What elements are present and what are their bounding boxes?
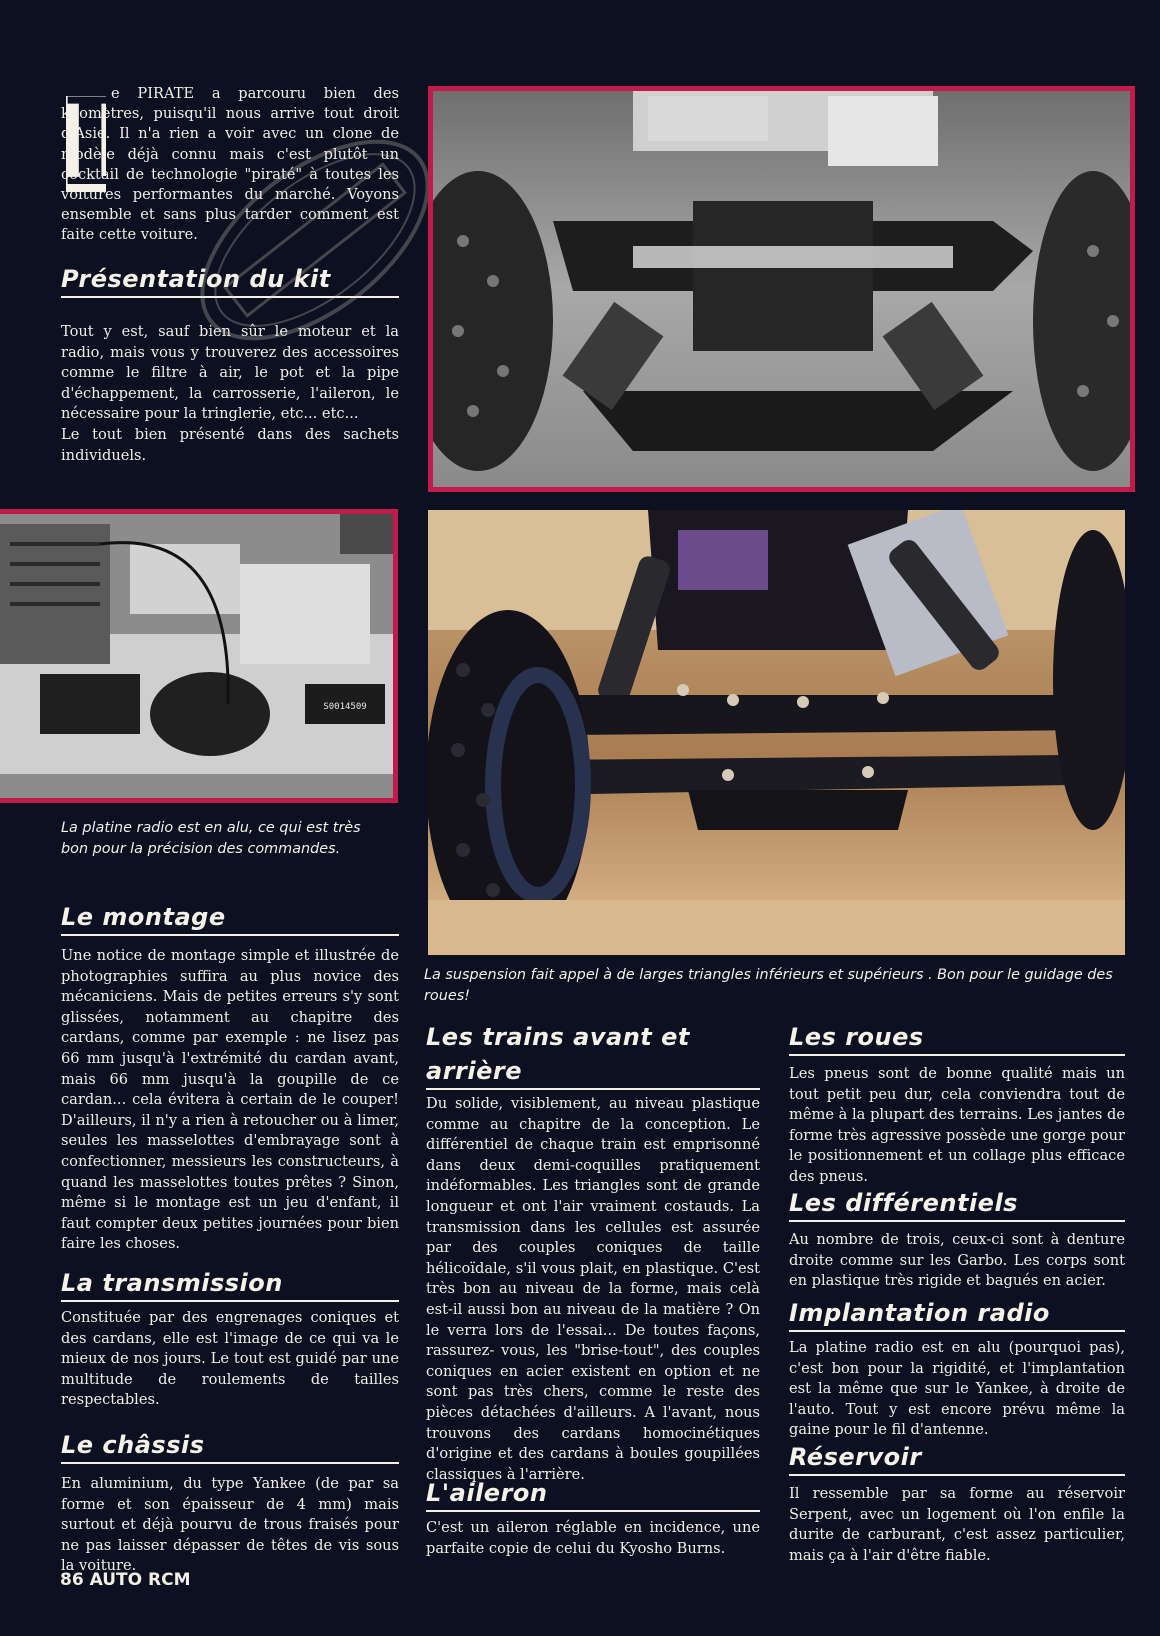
caption-radio-plate: La platine radio est en alu, ce qui est très bon pour la précision des commandes. [61, 820, 361, 857]
presentation-body: Tout y est, sauf bien sûr le moteur et la radio, mais vous y trouverez des accessoires comme le filtre à air, le pot et la pipe d'échappement, la carrosserie, l'aileron, le nécessaire pour la tringlerie, etc... etc... Le tout bien présenté dans des sachets individuels. [61, 323, 399, 464]
photo-rear-suspension [428, 510, 1125, 955]
reservoir-body: Il ressemble par sa forme au réservoir Serpent, avec un logement où l'on enfile la durite de carburant, c'est assez particulier, mais ça à l'air d'être fiable. [789, 1485, 1125, 1564]
heading-presentation: Présentation du kit [61, 264, 399, 298]
heading-reservoir: Réservoir [789, 1442, 1125, 1476]
heading-transmission: La transmission [61, 1268, 399, 1302]
montage-body: Une notice de montage simple et illustrée de photographies suffira au plus novice des mécaniciens. Mais de petites erreurs s'y sont glissées, notamment au chapitre des cardans, comme par exemple : ne lisez pas 66 mm jusqu'à l'extrémité du cardan avant, mais 66 mm jusqu'à la goupille de ce cardan... cela évitera à certain de le couper! D'ailleurs, il n'y a rien à retoucher ou à limer, seules les masselottes d'embrayage sont à confectionner, messieurs les constructeurs, à quand les masselottes toutes prêtes ? Sinon, même si le montage est un jeu d'enfant, il faut compter deux petites journées pour bien faire les choses. [61, 947, 399, 1253]
heading-trains-line1: Les trains avant et [426, 1023, 690, 1051]
intro-text: e PIRATE a parcouru bien des kilomètres, puisqu'il nous arrive tout droit d'Asie. Il n'a rien a voir avec un clone de modèle déjà connu mais c'est plutôt un cocktail de technologie "piraté" à toutes les voitures performantes du marché. Voyons ensemble et sans plus tarder comment est faite cette voiture. [61, 85, 399, 244]
chassis-body: En aluminium, du type Yankee (de par sa forme et son épaisseur de 4 mm) mais surtout et déjà pourvu de trous fraisés pour ne pas laisser dépasser de têtes de vis sous la voiture. [61, 1475, 399, 1575]
magazine-name: AUTO RCM [89, 1570, 191, 1590]
heading-differentiels: Les différentiels [789, 1188, 1125, 1222]
heading-roues: Les roues [789, 1022, 1125, 1056]
roues-body: Les pneus sont de bonne qualité mais un tout petit peu dur, cela conviendra tout de même à la plupart des terrains. Les jantes de forme très agressive possède une gorge pour le positionnement et un collage plus efficace des pneus. [789, 1065, 1125, 1185]
intro-paragraph [61, 84, 399, 246]
heading-montage: Le montage [61, 902, 399, 936]
photo-radio-plate [0, 509, 398, 803]
trains-body: Du solide, visiblement, au niveau plastique comme au chapitre de la conception. Le différentiel de chaque train est emprisonné dans deux demi-coquilles pratiquement indéformables. Les triangles sont de grande longueur et ont l'air vraiment costauds. La transmission dans les cellules est assurée par des couples coniques de taille hélicoïdale, s'il vous plait, en plastique. C'est très bon au niveau de la forme, mais celà est-il aussi bon au niveau de la matière ? On le verra lors de l'essai... De toutes façons, rassurez- vous, les "brise-tout", des couples coniques en acier existent en option et ne sont pas très chers, comme le reste des pièces détachées d'ailleurs. A l'avant, nous trouvons des cardans homocinétiques d'origine et des cardans à boules goupillées classiques à l'arrière. [426, 1095, 760, 1483]
aileron-body: C'est un aileron réglable en incidence, une parfaite copie de celui du Kyosho Burns. [426, 1519, 760, 1557]
transmission-body: Constituée par des engrenages coniques et des cardans, elle est l'image de ce qui va le mieux de nos jours. Le tout est guidé par une multitude de roulements de tailles respectables. [61, 1309, 399, 1409]
page-number: 86 [60, 1570, 84, 1590]
servo-label-text: S0014509 [323, 702, 367, 712]
photo-front-suspension [428, 86, 1135, 492]
heading-chassis: Le châssis [61, 1430, 399, 1464]
heading-trains [426, 1022, 760, 1054]
caption-suspension: La suspension fait appel à de larges triangles inférieurs et supérieurs . Bon pour le guidage des roues! [424, 967, 1113, 1004]
heading-implantation: Implantation radio [789, 1298, 1125, 1332]
heading-trains-line2: arrière [426, 1057, 522, 1085]
heading-aileron: L'aileron [426, 1478, 760, 1512]
page-footer [60, 1570, 190, 1590]
heading-trains-2 [426, 1056, 760, 1090]
drop-cap-letter: L [62, 72, 147, 213]
differentiels-body: Au nombre de trois, ceux-ci sont à denture droite comme sur les Garbo. Les corps sont en plastique très rigide et bagués en acier. [789, 1231, 1125, 1290]
implantation-body: La platine radio est en alu (pourquoi pas), c'est bon pour la rigidité, et l'implantation est la même que sur le Yankee, à droite de l'auto. Tout y est encore prévu même la gaine pour le fil d'antenne. [789, 1339, 1125, 1439]
